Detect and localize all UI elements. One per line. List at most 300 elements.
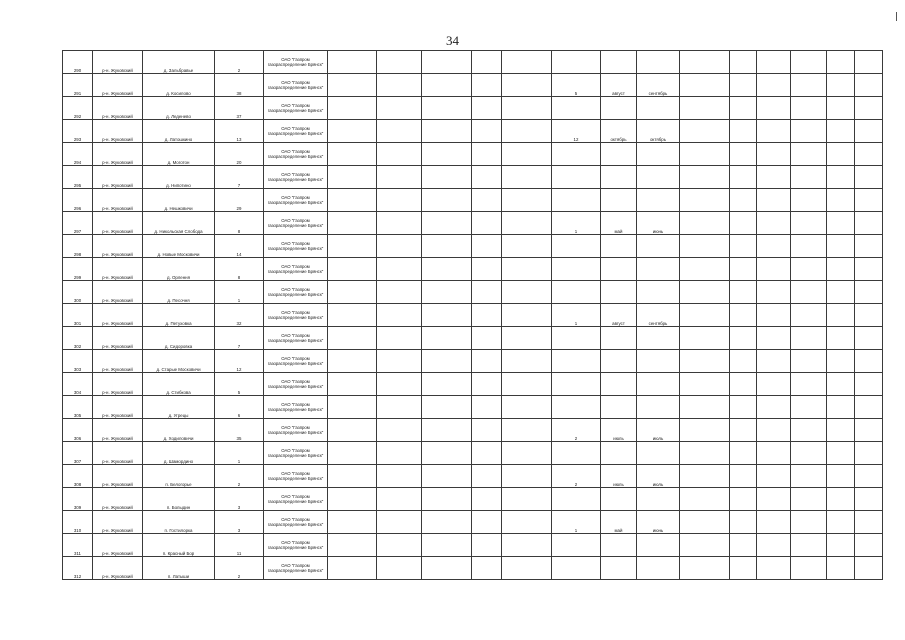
empty-cell [377,350,422,373]
district-cell: р-н. Жуковский [93,511,143,534]
empty-cell [377,557,422,580]
count-cell: 13 [215,120,264,143]
empty-cell [680,534,730,557]
empty-cell [757,166,791,189]
empty-cell [502,74,552,97]
village-cell: д. Петуховка [143,304,215,327]
quantity-cell [552,396,601,419]
empty-cell [730,212,757,235]
empty-cell [827,235,855,258]
village-cell: п. Болыдин [143,488,215,511]
empty-cell [757,97,791,120]
row-number: 308 [63,465,93,488]
table-row [63,419,883,442]
empty-cell [757,350,791,373]
empty-cell [422,189,472,212]
empty-cell [757,396,791,419]
end-month-cell [637,235,680,258]
count-cell: 8 [215,258,264,281]
empty-cell [502,235,552,258]
district-cell: р-н. Жуковский [93,143,143,166]
table-row [63,166,883,189]
empty-cell [827,212,855,235]
empty-cell [757,373,791,396]
organization-cell: ОАО "Газпром газораспределение Брянск" [264,327,328,350]
end-month-cell [637,51,680,74]
start-month-cell: май [601,212,637,235]
empty-cell [855,97,883,120]
empty-cell [757,281,791,304]
empty-cell [730,419,757,442]
empty-cell [680,327,730,350]
empty-cell [502,419,552,442]
empty-cell [730,74,757,97]
empty-cell [472,166,502,189]
empty-cell [855,534,883,557]
empty-cell [422,534,472,557]
district-cell: р-н. Жуковский [93,212,143,235]
end-month-cell [637,488,680,511]
empty-cell [422,212,472,235]
empty-cell [422,120,472,143]
empty-cell [855,419,883,442]
empty-cell [791,465,827,488]
district-cell: р-н. Жуковский [93,396,143,419]
empty-cell [377,534,422,557]
empty-cell [422,281,472,304]
empty-cell [791,373,827,396]
organization-cell: ОАО "Газпром газораспределение Брянск" [264,419,328,442]
organization-cell: ОАО "Газпром газораспределение Брянск" [264,465,328,488]
village-cell: д. Угрецы [143,396,215,419]
empty-cell [855,212,883,235]
empty-cell [328,511,377,534]
empty-cell [328,212,377,235]
empty-cell [680,74,730,97]
empty-cell [422,304,472,327]
empty-cell [422,327,472,350]
empty-cell [757,120,791,143]
empty-cell [730,534,757,557]
start-month-cell [601,442,637,465]
empty-cell [472,511,502,534]
village-cell: д. Зальбравье [143,51,215,74]
empty-cell [730,304,757,327]
quantity-cell: 1 [552,511,601,534]
organization-cell: ОАО "Газпром газораспределение Брянск" [264,166,328,189]
district-cell: р-н. Жуковский [93,74,143,97]
end-month-cell [637,189,680,212]
empty-cell [377,212,422,235]
row-number: 303 [63,350,93,373]
empty-cell [502,327,552,350]
table-row [63,465,883,488]
start-month-cell [601,51,637,74]
empty-cell [422,419,472,442]
empty-cell [791,511,827,534]
table-row [63,511,883,534]
empty-cell [422,97,472,120]
empty-cell [757,442,791,465]
empty-cell [328,557,377,580]
district-cell: р-н. Жуковский [93,350,143,373]
empty-cell [855,350,883,373]
empty-cell [502,143,552,166]
organization-cell: ОАО "Газпром газораспределение Брянск" [264,350,328,373]
empty-cell [502,396,552,419]
empty-cell [827,166,855,189]
quantity-cell [552,235,601,258]
start-month-cell [601,488,637,511]
empty-cell [328,258,377,281]
empty-cell [680,120,730,143]
district-cell: р-н. Жуковский [93,488,143,511]
end-month-cell [637,557,680,580]
table-row [63,235,883,258]
table-row [63,189,883,212]
empty-cell [791,281,827,304]
empty-cell [472,419,502,442]
empty-cell [328,51,377,74]
row-number: 307 [63,442,93,465]
empty-cell [680,258,730,281]
empty-cell [827,511,855,534]
start-month-cell: июль [601,419,637,442]
start-month-cell [601,350,637,373]
village-cell: д. Леденево [143,97,215,120]
empty-cell [680,350,730,373]
end-month-cell [637,442,680,465]
row-number: 295 [63,166,93,189]
empty-cell [730,189,757,212]
count-cell: 38 [215,74,264,97]
empty-cell [502,557,552,580]
village-cell: д. Нешковичи [143,189,215,212]
empty-cell [328,534,377,557]
organization-cell: ОАО "Газпром газораспределение Брянск" [264,442,328,465]
empty-cell [472,488,502,511]
empty-cell [827,442,855,465]
empty-cell [377,97,422,120]
quantity-cell [552,488,601,511]
empty-cell [377,327,422,350]
end-month-cell [637,143,680,166]
organization-cell: ОАО "Газпром газораспределение Брянск" [264,557,328,580]
empty-cell [855,235,883,258]
empty-cell [757,419,791,442]
empty-cell [730,396,757,419]
quantity-cell [552,97,601,120]
district-cell: р-н. Жуковский [93,419,143,442]
empty-cell [827,327,855,350]
empty-cell [827,465,855,488]
start-month-cell [601,396,637,419]
empty-cell [328,281,377,304]
end-month-cell [637,258,680,281]
empty-cell [855,189,883,212]
table-row [63,51,883,74]
organization-cell: ОАО "Газпром газораспределение Брянск" [264,511,328,534]
empty-cell [328,74,377,97]
quantity-cell [552,373,601,396]
empty-cell [328,235,377,258]
start-month-cell: май [601,511,637,534]
empty-cell [502,258,552,281]
empty-cell [472,534,502,557]
empty-cell [791,396,827,419]
empty-cell [328,373,377,396]
organization-cell: ОАО "Газпром газораспределение Брянск" [264,534,328,557]
empty-cell [422,235,472,258]
empty-cell [730,166,757,189]
empty-cell [855,74,883,97]
row-number: 305 [63,396,93,419]
empty-cell [472,465,502,488]
village-cell: д. Косилово [143,74,215,97]
empty-cell [680,304,730,327]
quantity-cell [552,281,601,304]
empty-cell [328,143,377,166]
district-cell: р-н. Жуковский [93,304,143,327]
empty-cell [791,304,827,327]
empty-cell [680,97,730,120]
empty-cell [791,74,827,97]
empty-cell [680,442,730,465]
quantity-cell [552,350,601,373]
empty-cell [827,143,855,166]
empty-cell [827,534,855,557]
count-cell: 14 [215,235,264,258]
empty-cell [472,51,502,74]
empty-cell [855,511,883,534]
row-number: 294 [63,143,93,166]
empty-cell [791,442,827,465]
page-number: 34 [446,33,459,48]
empty-cell [827,258,855,281]
empty-cell [472,442,502,465]
count-cell: 1 [215,281,264,304]
row-number: 300 [63,281,93,304]
organization-cell: ОАО "Газпром газораспределение Брянск" [264,258,328,281]
table-row [63,350,883,373]
quantity-cell [552,51,601,74]
row-number: 299 [63,258,93,281]
empty-cell [827,488,855,511]
empty-cell [422,442,472,465]
empty-cell [377,304,422,327]
empty-cell [827,304,855,327]
empty-cell [502,97,552,120]
empty-cell [328,442,377,465]
start-month-cell: октябрь [601,120,637,143]
empty-cell [730,281,757,304]
start-month-cell [601,97,637,120]
empty-cell [855,465,883,488]
table-row [63,212,883,235]
empty-cell [328,97,377,120]
row-number: 304 [63,373,93,396]
empty-cell [472,189,502,212]
end-month-cell [637,396,680,419]
end-month-cell [637,350,680,373]
empty-cell [422,465,472,488]
table-row [63,557,883,580]
table-row [63,258,883,281]
village-cell: д. Никольская Слобода [143,212,215,235]
village-cell: д. Нипотино [143,166,215,189]
quantity-cell: 1 [552,304,601,327]
empty-cell [730,120,757,143]
count-cell: 32 [215,304,264,327]
table-row [63,534,883,557]
row-number: 302 [63,327,93,350]
table-row [63,442,883,465]
empty-cell [422,74,472,97]
empty-cell [827,189,855,212]
empty-cell [855,557,883,580]
empty-cell [377,143,422,166]
empty-cell [827,120,855,143]
row-number: 312 [63,557,93,580]
organization-cell: ОАО "Газпром газораспределение Брянск" [264,74,328,97]
village-cell: д. Латошкино [143,120,215,143]
district-cell: р-н. Жуковский [93,327,143,350]
empty-cell [827,396,855,419]
empty-cell [377,373,422,396]
village-cell: д. Шамордино [143,442,215,465]
empty-cell [680,235,730,258]
empty-cell [680,51,730,74]
quantity-cell: 12 [552,120,601,143]
empty-cell [502,51,552,74]
start-month-cell [601,373,637,396]
empty-cell [827,74,855,97]
village-cell: д. Стибкова [143,373,215,396]
start-month-cell: август [601,304,637,327]
row-number: 306 [63,419,93,442]
end-month-cell [637,534,680,557]
end-month-cell [637,373,680,396]
empty-cell [502,281,552,304]
empty-cell [791,557,827,580]
empty-cell [377,258,422,281]
quantity-cell [552,258,601,281]
empty-cell [502,442,552,465]
table-row [63,327,883,350]
empty-cell [502,120,552,143]
empty-cell [827,557,855,580]
empty-cell [791,534,827,557]
empty-cell [791,235,827,258]
village-cell: д. Ходиловичи [143,419,215,442]
empty-cell [422,396,472,419]
empty-cell [680,488,730,511]
quantity-cell [552,557,601,580]
empty-cell [502,304,552,327]
empty-cell [730,465,757,488]
count-cell: 11 [215,534,264,557]
organization-cell: ОАО "Газпром газораспределение Брянск" [264,281,328,304]
empty-cell [502,488,552,511]
count-cell: 2 [215,557,264,580]
table-row [63,74,883,97]
row-number: 298 [63,235,93,258]
quantity-cell: 2 [552,419,601,442]
count-cell: 1 [215,442,264,465]
empty-cell [472,212,502,235]
empty-cell [791,120,827,143]
start-month-cell [601,327,637,350]
quantity-cell [552,166,601,189]
quantity-cell [552,442,601,465]
empty-cell [328,419,377,442]
end-month-cell [637,281,680,304]
empty-cell [757,511,791,534]
row-number: 311 [63,534,93,557]
empty-cell [377,166,422,189]
empty-cell [730,327,757,350]
empty-cell [680,373,730,396]
empty-cell [757,488,791,511]
empty-cell [855,166,883,189]
row-number: 290 [63,51,93,74]
empty-cell [827,51,855,74]
empty-cell [680,511,730,534]
empty-cell [502,465,552,488]
data-table [62,50,883,580]
empty-cell [757,51,791,74]
end-month-cell [637,97,680,120]
organization-cell: ОАО "Газпром газораспределение Брянск" [264,396,328,419]
start-month-cell: июль [601,465,637,488]
district-cell: р-н. Жуковский [93,97,143,120]
district-cell: р-н. Жуковский [93,51,143,74]
empty-cell [422,51,472,74]
empty-cell [791,189,827,212]
count-cell: 2 [215,465,264,488]
row-number: 310 [63,511,93,534]
empty-cell [422,373,472,396]
table-row [63,97,883,120]
empty-cell [377,281,422,304]
empty-cell [422,557,472,580]
count-cell: 7 [215,166,264,189]
empty-cell [757,258,791,281]
empty-cell [855,373,883,396]
table-row [63,396,883,419]
end-month-cell: октябрь [637,120,680,143]
empty-cell [680,189,730,212]
count-cell: 35 [215,419,264,442]
empty-cell [680,557,730,580]
organization-cell: ОАО "Газпром газораспределение Брянск" [264,304,328,327]
count-cell: 2 [215,51,264,74]
row-number: 297 [63,212,93,235]
organization-cell: ОАО "Газпром газораспределение Брянск" [264,235,328,258]
empty-cell [472,235,502,258]
count-cell: 8 [215,212,264,235]
table-row [63,373,883,396]
start-month-cell [601,235,637,258]
village-cell: п. Латыши [143,557,215,580]
empty-cell [422,258,472,281]
empty-cell [502,534,552,557]
empty-cell [757,304,791,327]
empty-cell [680,281,730,304]
count-cell: 3 [215,488,264,511]
district-cell: р-н. Жуковский [93,258,143,281]
empty-cell [757,465,791,488]
